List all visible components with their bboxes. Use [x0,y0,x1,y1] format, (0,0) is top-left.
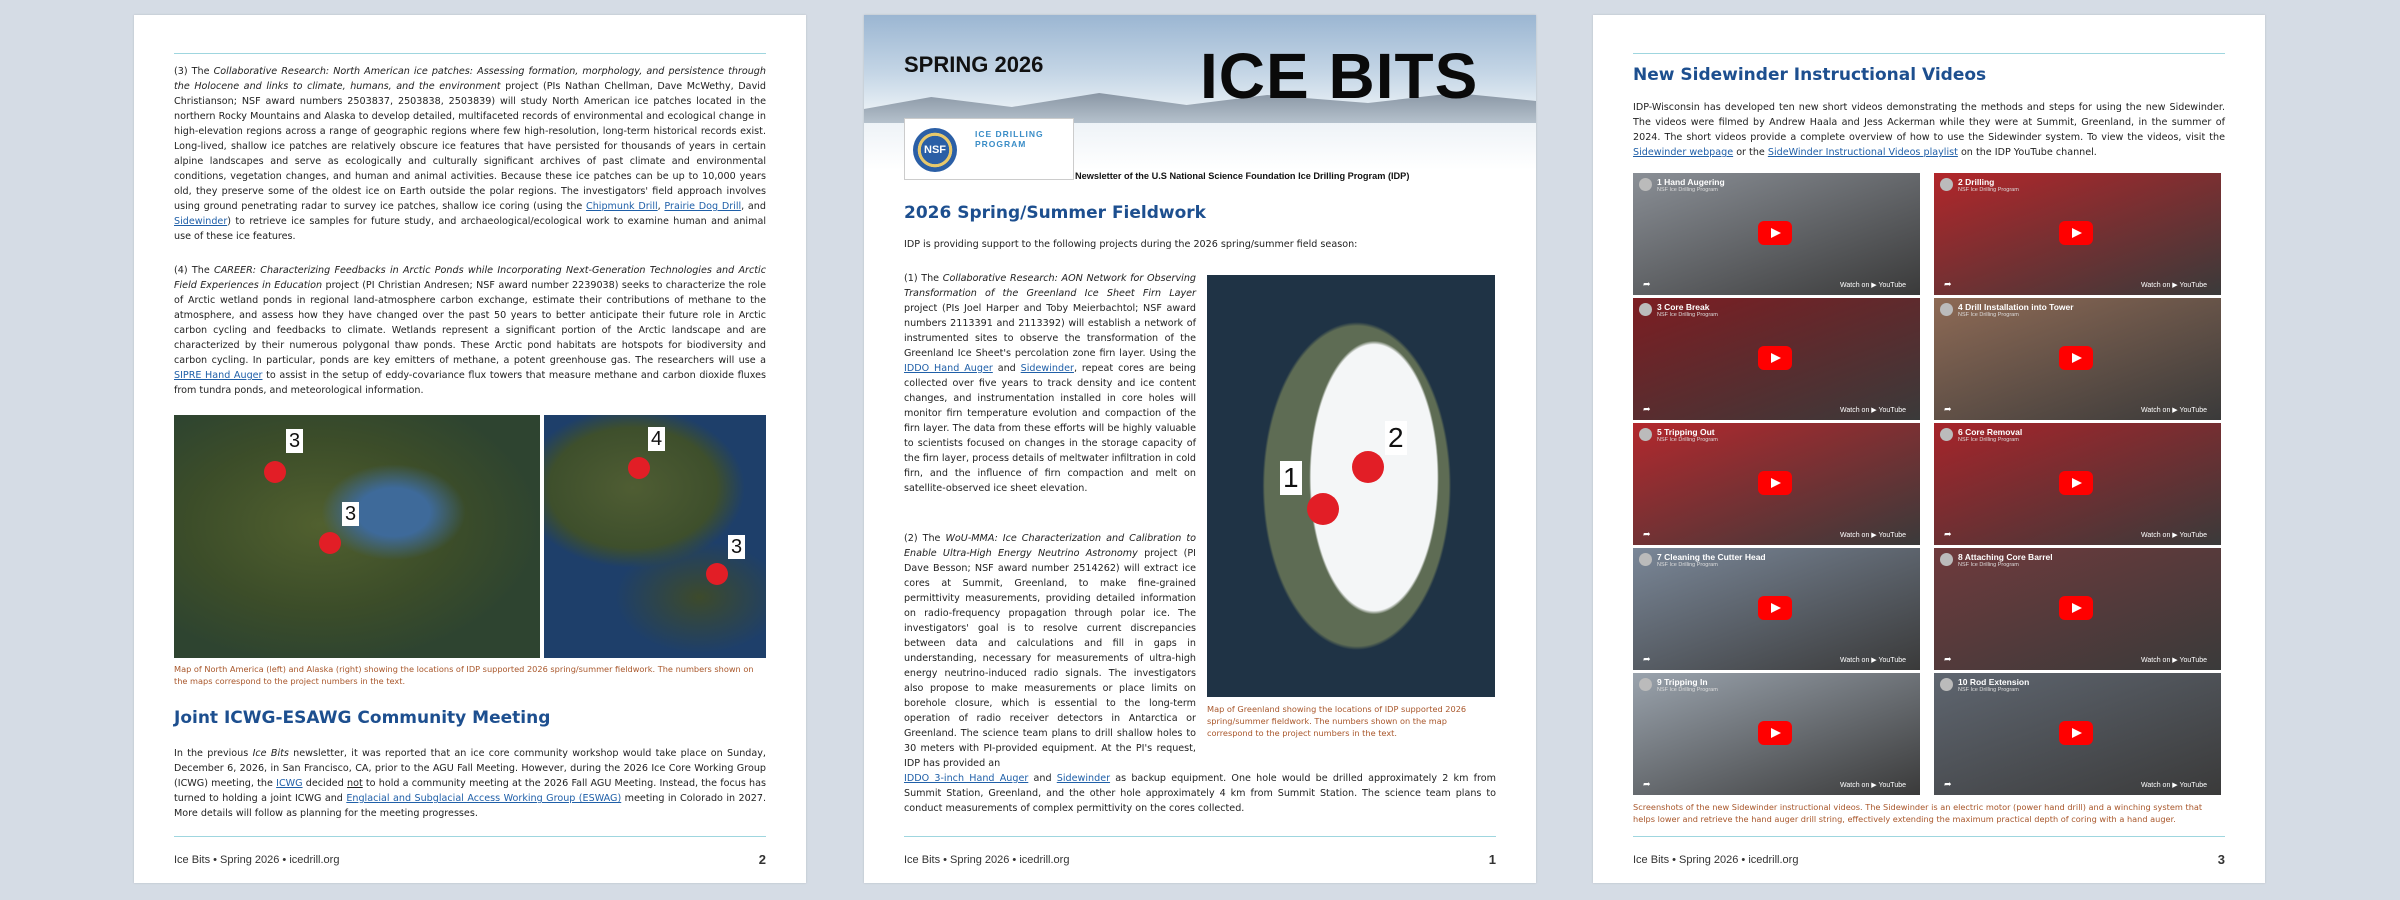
video-title: 10 Rod Extension [1958,677,2030,687]
channel-avatar [1639,178,1652,191]
sidewinder-webpage-link[interactable]: Sidewinder webpage [1633,147,1734,158]
share-icon[interactable]: ➦ [1643,530,1651,540]
item-1-title: Collaborative Research: AON Network for Observing Transformation of the Greenland Ice Sheet Firn Layer [904,273,1196,299]
sidewinder-link[interactable]: Sidewinder [1020,363,1074,374]
video-title: 6 Core Removal [1958,427,2023,437]
site-label: 4 [648,427,665,451]
play-button-icon[interactable] [2059,471,2093,495]
footer-text: Ice Bits • Spring 2026 • icedrill.org [174,854,340,866]
site-marker [264,461,286,483]
item-2-paragraph: (2) The WoU-MMA: Ice Characterization and Calibration to Enable Ultra-High Energy Neutrino Astronomy project (PI Dave Besson; NSF award number 2514262) will extract ice cores at Summit, Greenland, to make fine-grained permittivity measurements, providing detailed information on radio-frequency propagation through polar ice. The investigators' goal is to resolve current discrepancies between data and calculations and fill in gaps in understanding, necessary for measurements of ultra-high energy neutrino-induced radio signals. The investigators also propose to make measurements or place limits on borehole closure, which is essential to the long-term operation of radio receiver detectors in Antarctica or Greenland. The science team plans to drill shallow holes to 30 meters with PI-provided equipment. At the PI's request, IDP has provided an [904,533,1196,769]
logos [904,118,1074,180]
site-marker [628,457,650,479]
channel-avatar [1940,553,1953,566]
footer-text: Ice Bits • Spring 2026 • icedrill.org [904,854,1070,866]
nsf-logo: NSF [913,128,957,172]
item-4-paragraph: (4) The CAREER: Characterizing Feedbacks in Arctic Ponds while Incorporating Next-Generation Technologies and Arctic Field Experiences in Education project (PI Christian Andresen; NSF award number 2239038) seeks to characterize the role of Arctic wetland ponds in regional land-atmosphere carbon exchange, estimate their contributions of methane to the atmosphere, and assess how they have changed over the past 50 years to better anticipate their future role in Arctic carbon cycling and feedbacks to climate. Wetlands represent a significant portion of the Arctic landscape and are characterized by their numerous polygonal thaw ponds. These Arctic pond habitats are hotspots for biodiversity and carbon cycling. In particular, ponds are key emitters of methane, a potent greenhouse gas. The researchers will use a SIPRE Hand Auger to assist in the setup of eddy-covariance flux towers that measure methane and carbon dioxide fluxes from tundra ponds, and meteorological information. [174,265,767,396]
video-thumbnail[interactable] [1934,298,2221,420]
intro-text: IDP is providing support to the following projects during the 2026 spring/summer field season: [904,239,1358,250]
item-3-intro: (3) The [174,66,214,77]
map-caption: Map of North America (left) and Alaska (right) showing the locations of IDP supported 2026 spring/summer fieldwork. The numbers shown on the maps correspond to the project numbers in the text. [174,664,754,686]
video-channel: NSF Ice Drilling Program [1657,562,1718,568]
channel-avatar [1940,428,1953,441]
page-number: 3 [2217,852,2225,867]
play-button-icon[interactable] [2059,721,2093,745]
video-title: 1 Hand Augering [1657,177,1725,187]
north-america-map [174,415,540,658]
sidewinder-link[interactable]: Sidewinder [1056,773,1111,784]
play-button-icon[interactable] [1758,596,1792,620]
footer-rule [1633,836,2225,837]
video-thumbnail[interactable] [1934,548,2221,670]
item-4-body: project (PI Christian Andresen; NSF award number 2239038) seeks to characterize the role of Arctic wetland ponds in regional land-atmosphere carbon exchange, estimate their contributions of methane to the atmosphere, and assess how they have changed over the past 50 years to better anticipate their future role in Arctic carbon cycling and feedbacks to climate. Wetlands represent a significant portion of the Arctic landscape and are characterized by their numerous polygonal thaw ponds. These Arctic pond habitats are hotspots for biodiversity and carbon cycling. In particular, ponds are key emitters of methane, a potent greenhouse gas. The researchers will use a [174,280,766,366]
watch-on-youtube[interactable]: Watch on ▶ YouTube [1840,282,1906,289]
footer-text: Ice Bits • Spring 2026 • icedrill.org [1633,854,1799,866]
watch-on-youtube[interactable]: Watch on ▶ YouTube [1840,532,1906,539]
video-thumbnail[interactable] [1633,548,1920,670]
video-channel: NSF Ice Drilling Program [1958,687,2019,693]
video-thumbnail[interactable] [1633,298,1920,420]
watch-on-youtube[interactable]: Watch on ▶ YouTube [1840,782,1906,789]
page-number: 1 [1488,852,1496,867]
site-label: 3 [286,429,303,453]
video-title: 7 Cleaning the Cutter Head [1657,552,1766,562]
video-title: 4 Drill Installation into Tower [1958,302,2074,312]
item-1-paragraph: (1) The Collaborative Research: AON Network for Observing Transformation of the Greenland Ice Sheet Firn Layer project (PIs Joel Harper and Toby Meierbachtol; NSF award numbers 2113391 and 2113392) will establish a network of instrumented sites to observe the transformation of the Greenland Ice Sheet's percolation zone firn layer. Using the IDDO Hand Auger and Sidewinder, repeat cores are being collected over five years to track density and ice content changes, and instrumentation installed in core holes will monitor firn temperature evolution and compaction of the firn layer. The data from these efforts will be highly valuable to scientists focused on changes in the storage capacity of the firn layer, process details of meltwater infiltration in cold firn, and the influence of firn compaction and melt on satellite-observed ice sheet elevation. [904,273,1196,494]
footer [904,851,1496,869]
prairie-dog-drill-link[interactable]: Prairie Dog Drill [664,201,742,212]
play-button-icon[interactable] [1758,471,1792,495]
chipmunk-drill-link[interactable]: Chipmunk Drill [586,201,658,212]
footer-rule [904,836,1496,837]
video-channel: NSF Ice Drilling Program [1657,187,1718,193]
watch-on-youtube[interactable]: Watch on ▶ YouTube [1840,407,1906,414]
watch-on-youtube[interactable]: Watch on ▶ YouTube [2141,532,2207,539]
video-thumbnail[interactable] [1633,173,1920,295]
site-marker [319,532,341,554]
video-channel: NSF Ice Drilling Program [1958,187,2019,193]
item-3-body-end: ) to retrieve ice samples for future study, and archaeological/ecological work to examine human and animal use of these ice features. [174,216,766,242]
iddo-hand-auger-link[interactable]: IDDO Hand Auger [904,363,993,374]
iddo-3-inch-hand-auger-link[interactable]: IDDO 3-inch Hand Auger [904,773,1029,784]
page-1 [864,15,1536,883]
newsletter-subtitle: Newsletter of the U.S National Science Foundation Ice Drilling Program (IDP) [1075,171,1410,181]
video-thumbnail[interactable] [1633,673,1920,795]
video-title: 8 Attaching Core Barrel [1958,552,2053,562]
item-2-paragraph-cont: IDDO 3-inch Hand Auger and Sidewinder as backup equipment. One hole would be drilled approximately 2 km from Summit Station, Greenland, and the other hole approximately 4 km from Summit Station. The science team plans to conduct measurements of complex permittivity on the cores collected. [904,773,1496,814]
page-number: 2 [758,852,766,867]
idp-logo: ICE DRILLING PROGRAM [975,129,1044,149]
watch-on-youtube[interactable]: Watch on ▶ YouTube [2141,657,2207,664]
channel-avatar [1940,303,1953,316]
share-icon[interactable]: ➦ [1944,780,1952,790]
site-label: 3 [728,535,745,559]
play-button-icon[interactable] [2059,346,2093,370]
site-marker [1352,451,1384,483]
site-marker [1307,493,1339,525]
play-button-icon[interactable] [1758,721,1792,745]
video-title: 9 Tripping In [1657,677,1708,687]
share-icon[interactable]: ➦ [1944,655,1952,665]
watch-on-youtube[interactable]: Watch on ▶ YouTube [2141,782,2207,789]
page-3 [1593,15,2265,883]
channel-avatar [1639,553,1652,566]
site-label: 3 [342,502,359,526]
item-4-title: CAREER: Characterizing Feedbacks in Arctic Ponds while Incorporating Next-Generation Technologies and Arctic Field Experiences in Education [174,265,766,291]
site-marker [706,563,728,585]
video-thumbnail[interactable] [1934,173,2221,295]
section-heading: 2026 Spring/Summer Fieldwork [904,203,1206,223]
watch-on-youtube[interactable]: Watch on ▶ YouTube [2141,407,2207,414]
top-rule [174,53,766,54]
issue-season: SPRING 2026 [904,52,1044,77]
videos-playlist-link[interactable]: SideWinder Instructional Videos playlist [1767,147,1958,158]
channel-avatar [1639,428,1652,441]
footer-rule [174,836,766,837]
meeting-paragraph: In the previous Ice Bits newsletter, it was reported that an ice core community workshop would take place on Sunday, December 6, 2026, in San Francisco, CA, prior to the AGU Fall Meeting. However, during the 2026 Ice Core Working Group (ICWG) meeting, the ICWG decided not to hold a community meeting at the 2026 Fall AGU Meeting. Instead, the focus has turned to holding a joint ICWG and Englacial and Subglacial Access Working Group (ESWAG) meeting in Colorado in 2027. More details will follow as planning for the meeting progresses. [174,748,767,819]
video-thumbnail[interactable] [1934,423,2221,545]
play-button-icon[interactable] [2059,596,2093,620]
site-label: 1 [1280,461,1302,495]
watch-on-youtube[interactable]: Watch on ▶ YouTube [2141,282,2207,289]
page-2 [134,15,806,883]
share-icon[interactable]: ➦ [1944,530,1952,540]
watch-on-youtube[interactable]: Watch on ▶ YouTube [1840,657,1906,664]
site-label: 2 [1385,421,1407,455]
icwg-link[interactable]: ICWG [276,778,303,789]
video-channel: NSF Ice Drilling Program [1657,437,1718,443]
map-caption: Map of Greenland showing the locations of IDP supported 2026 spring/summer fieldwork. The numbers shown on the map correspond to the project numbers in the text. [1207,704,1467,738]
video-title: 2 Drilling [1958,177,1995,187]
alaska-map [544,415,766,658]
play-button-icon[interactable] [1758,346,1792,370]
videos-paragraph: IDP-Wisconsin has developed ten new short videos demonstrating the methods and steps for using the new Sidewinder. The videos were filmed by Andrew Haala and Jess Ackerman while they were at Summit, Greenland, in the summer of 2024. The short videos provide a complete overview of how to use the Sidewinder system. To view the videos, visit the Sidewinder webpage or the SideWinder Instructional Videos playlist on the IDP YouTube channel. [1633,102,2225,158]
section-heading: New Sidewinder Instructional Videos [1633,65,1987,85]
item-3-title: Collaborative Research: North American ice patches: Assessing formation, morphology, and persistence through the Holocene and links to climate, humans, and the environment [174,66,766,92]
share-icon[interactable]: ➦ [1643,780,1651,790]
video-title: 3 Core Break [1657,302,1710,312]
channel-avatar [1639,678,1652,691]
item-3-body: project (PIs Nathan Chellman, Dave McWethy, David Christianson; NSF award numbers 2503837, 2503838, 2503839) will study North American ice patches located in the northern Rocky Mountains and Alaska to develop detailed, multifaceted records of environmental and ecological change in high-elevation regions across a range of geographic regions where few high-resolution, long-term historical records exist. Long-lived, shallow ice patches are relatively obscure ice features that have persisted for thousands of years in certain alpine landscapes and serve as ecologically and culturally significant archives of past climate and environmental conditions, vegetation changes, and human and animal activities. Because these ice patches can be up to 10,000 years old, they preserve some of the oldest ice on Earth outside the polar regions. The investigators' field approach involves using ground penetrating radar to survey ice patches, shallow ice coring (using the [174,81,766,212]
video-channel: NSF Ice Drilling Program [1958,562,2019,568]
video-channel: NSF Ice Drilling Program [1958,312,2019,318]
video-title: 5 Tripping Out [1657,427,1715,437]
video-thumbnail[interactable] [1633,423,1920,545]
video-thumbnail[interactable] [1934,673,2221,795]
eswag-link[interactable]: Englacial and Subglacial Access Working Group (ESWAG) [346,793,622,804]
play-button-icon[interactable] [1758,221,1792,245]
footer [174,851,766,869]
item-2-title: WoU-MMA: Ice Characterization and Calibration to Enable Ultra-High Energy Neutrino Astronomy [904,533,1196,559]
sipre-hand-auger-link[interactable]: SIPRE Hand Auger [174,370,263,381]
channel-avatar [1940,178,1953,191]
sidewinder-link[interactable]: Sidewinder [174,216,228,227]
play-button-icon[interactable] [2059,221,2093,245]
greenland-map [1207,275,1495,697]
section-heading: Joint ICWG-ESAWG Community Meeting [174,708,551,728]
video-channel: NSF Ice Drilling Program [1657,312,1718,318]
share-icon[interactable]: ➦ [1643,405,1651,415]
share-icon[interactable]: ➦ [1643,655,1651,665]
video-channel: NSF Ice Drilling Program [1958,437,2019,443]
share-icon[interactable]: ➦ [1944,280,1952,290]
channel-avatar [1639,303,1652,316]
footer [1633,851,2225,869]
item-3-paragraph: (3) The Collaborative Research: North American ice patches: Assessing formation, morphology, and persistence through the Holocene and links to climate, humans, and the environment project (PIs Nathan Chellman, Dave McWethy, David Christianson; NSF award numbers 2503837, 2503838, 2503839) will study North American ice patches located in the northern Rocky Mountains and Alaska to develop detailed, multifaceted records of environmental and ecological change in high-elevation regions across a range of geographic regions where few high-resolution, long-term historical records exist. Long-lived, shallow ice patches are relatively obscure ice features that have persisted for thousands of years in certain alpine landscapes and serve as ecologically and culturally significant archives of past climate and environmental conditions, vegetation changes, and human and animal activities. Because these ice patches can be up to 10,000 years old, they preserve some of the oldest ice on Earth outside the polar regions. The investigators' field approach involves using ground penetrating radar to survey ice patches, shallow ice coring (using the Chipmunk Drill, Prairie Dog Drill, and Sidewinder) to retrieve ice samples for future study, and archaeological/ecological work to examine human and animal use of these ice features. [174,66,766,242]
top-rule [1633,53,2225,54]
videos-caption: Screenshots of the new Sidewinder instructional videos. The Sidewinder is an electric motor (power hand drill) and a winching system that helps lower and retrieve the hand auger drill string, effectively extending the maximum practical depth of coring with a hand auger. [1633,802,2203,824]
share-icon[interactable]: ➦ [1944,405,1952,415]
share-icon[interactable]: ➦ [1643,280,1651,290]
channel-avatar [1940,678,1953,691]
video-channel: NSF Ice Drilling Program [1657,687,1718,693]
newsletter-title: ICE BITS [1200,40,1479,112]
